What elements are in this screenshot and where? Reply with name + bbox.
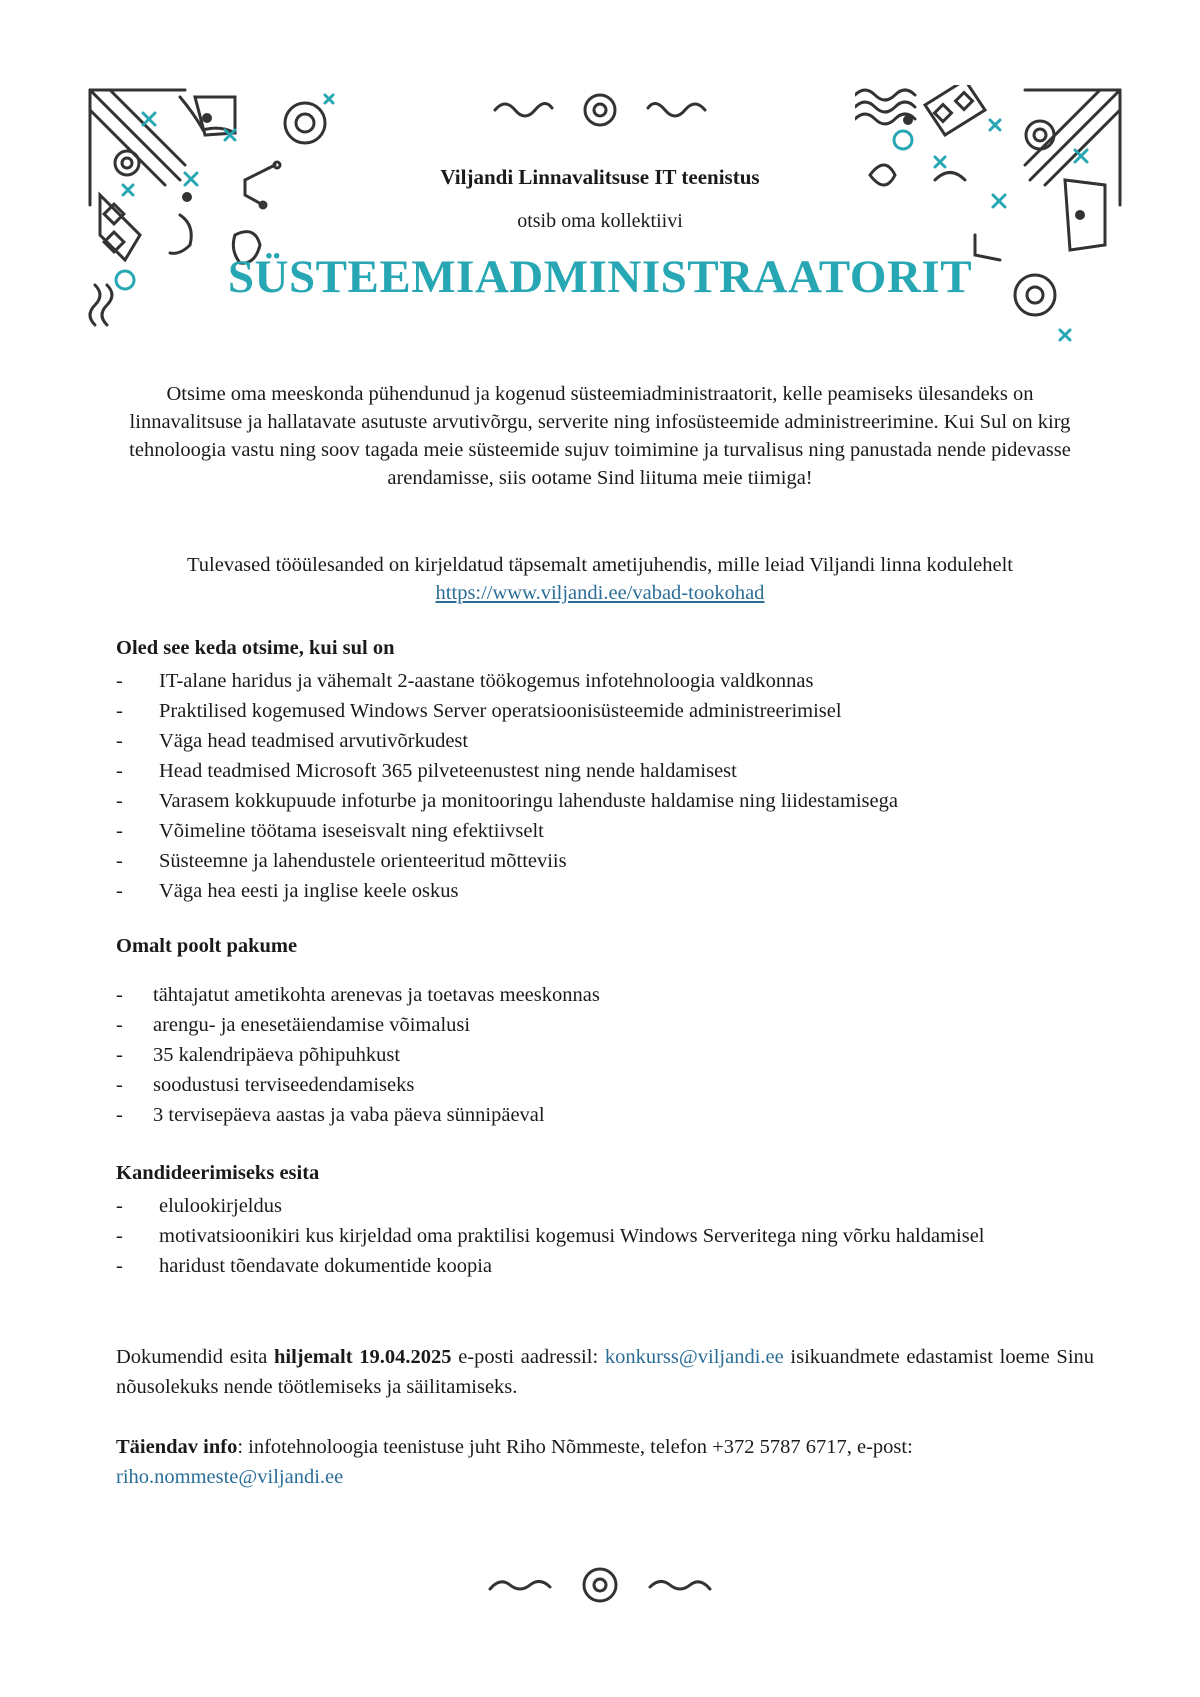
vacancies-link[interactable]: https://www.viljandi.ee/vabad-tookohad bbox=[435, 582, 765, 604]
offer-list bbox=[116, 980, 1096, 1130]
list-item: - elulookirjeldus bbox=[116, 1195, 282, 1217]
list-item: - Väga hea eesti ja inglise keele oskus bbox=[116, 880, 459, 902]
top-center-ornament bbox=[490, 90, 710, 130]
list-item: - IT-alane haridus ja vähemalt 2-aastane töökogemus infotehnoloogia valdkonnas bbox=[116, 670, 814, 692]
application-list bbox=[116, 1191, 1096, 1281]
list-item: - arengu- ja enesetäiendamise võimalusi bbox=[116, 1014, 471, 1036]
list-item: - tähtajatut ametikohta arenevas ja toetavas meeskonnas bbox=[116, 984, 600, 1006]
list-item: - Head teadmised Microsoft 365 pilveteenustest ning nende haldamisest bbox=[116, 760, 737, 782]
deadline-date: hiljemalt 19.04.2025 bbox=[274, 1346, 452, 1368]
list-item: - motivatsioonikiri kus kirjeldad oma praktilisi kogemusi Windows Serveritega ning võrku haldamisel bbox=[116, 1225, 985, 1247]
subtitle: otsib oma kollektiivi bbox=[517, 210, 683, 232]
list-item: - Võimeline töötama iseseisvalt ning efektiivselt bbox=[116, 820, 544, 842]
requirements-heading: Oled see keda otsime, kui sul on bbox=[116, 637, 395, 659]
application-heading: Kandideerimiseks esita bbox=[116, 1162, 320, 1184]
deadline-paragraph: Dokumendid esita hiljemalt 19.04.2025 e-posti aadressil: konkurss@viljandi.ee isikuandmete edastamist loeme Sinu nõusolekuks nende töötlemiseks ja säilitamiseks. bbox=[116, 1346, 1095, 1398]
list-item: - haridust tõendavate dokumentide koopia bbox=[116, 1255, 493, 1277]
list-item: - Süsteemne ja lahendustele orienteeritud mõtteviis bbox=[116, 850, 567, 872]
duties-paragraph bbox=[110, 551, 1090, 607]
duties-text: Tulevased tööülesanded on kirjeldatud täpsemalt ametijuhendis, mille leiad Viljandi linna kodulehelt bbox=[186, 554, 1013, 576]
offer-heading: Omalt poolt pakume bbox=[116, 935, 298, 957]
position-title: SÜSTEEMIADMINISTRAATORIT bbox=[227, 251, 973, 303]
contact-label: Täiendav info bbox=[116, 1436, 238, 1458]
application-email-link[interactable]: konkurss@viljandi.ee bbox=[604, 1346, 784, 1368]
list-item: - Varasem kokkupuude infoturbe ja monitooringu lahenduste haldamise ning liidestamisega bbox=[116, 790, 898, 812]
bottom-center-ornament bbox=[485, 1565, 715, 1605]
list-item: - 3 tervisepäeva aastas ja vaba päeva sünnipäeval bbox=[116, 1104, 545, 1126]
organization-title: Viljandi Linnavalitsuse IT teenistus bbox=[440, 165, 760, 189]
contact-paragraph: Täiendav info: infotehnoloogia teenistuse juht Riho Nõmmeste, telefon +372 5787 6717, e-post: riho.nommeste@viljandi.ee bbox=[116, 1436, 913, 1488]
requirements-list bbox=[116, 666, 1096, 906]
list-item: - soodustusi terviseedendamiseks bbox=[116, 1074, 415, 1096]
contact-email-link[interactable]: riho.nommeste@viljandi.ee bbox=[116, 1466, 344, 1488]
intro-paragraph: Otsime oma meeskonda pühendunud ja kogenud süsteemiadministraatorit, kelle peamiseks ülesandeks on linnavalitsuse ja hallatavate asutuste arvutivõrgu, serverite ning infosüsteemide administreerimine. Kui Sul on kirg tehnoloogia vastu ning soov tagada meie süsteemide sujuv toimimine ja turvalisus ning panustada nende pidevasse arendamisse, siis ootame Sind liituma meie tiimiga! bbox=[129, 383, 1071, 489]
list-item: - Praktilised kogemused Windows Server operatsioonisüsteemide administreerimisel bbox=[116, 700, 842, 722]
list-item: - 35 kalendripäeva põhipuhkust bbox=[116, 1044, 401, 1066]
list-item: - Väga head teadmised arvutivõrkudest bbox=[116, 730, 469, 752]
